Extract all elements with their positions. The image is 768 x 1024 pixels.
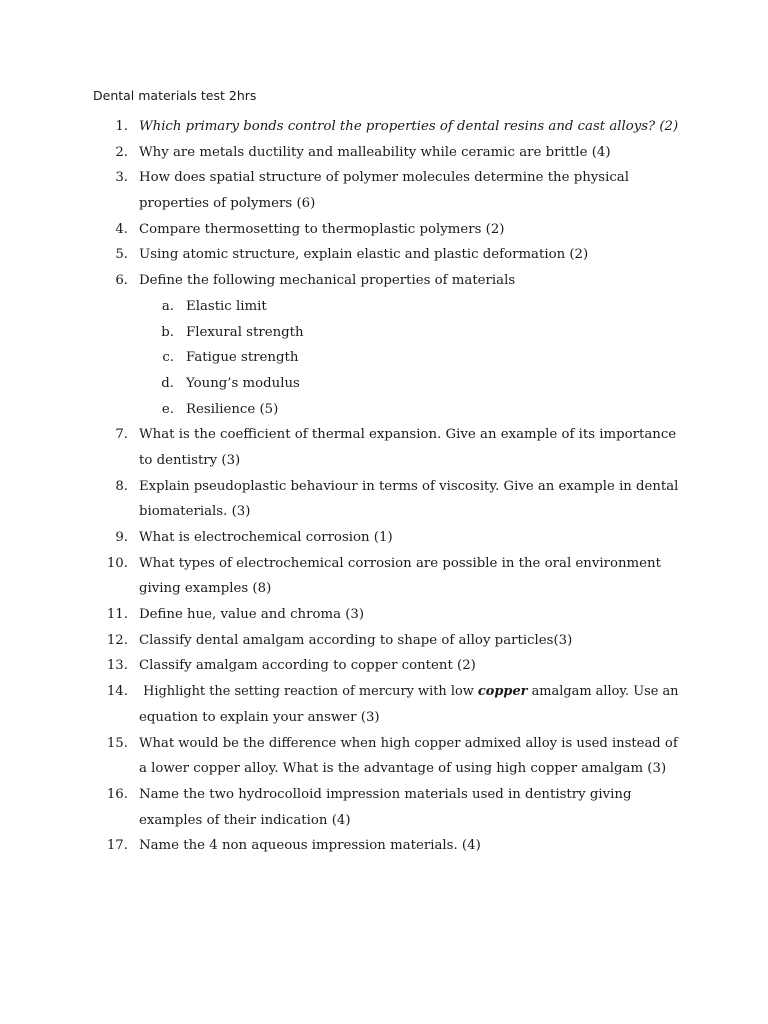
question-text-start: Highlight the setting reaction of mercury with low xyxy=(139,684,478,700)
question-11 xyxy=(0,602,768,628)
question-text: Classify amalgam according to copper content (2) xyxy=(139,658,476,674)
question-number: 6. xyxy=(115,273,128,289)
question-number: 11. xyxy=(106,607,128,623)
question-text: Why are metals ductility and malleability while ceramic are brittle (4) xyxy=(139,144,611,160)
question-number: 2. xyxy=(115,144,128,160)
question-number: 7. xyxy=(115,427,128,443)
question-number: 9. xyxy=(115,530,128,545)
sub-item-letter: e. xyxy=(161,401,174,417)
sub-item-letter: d. xyxy=(161,375,174,391)
question-number: 10. xyxy=(106,555,128,571)
question-text: What is electrochemical corrosion (1) xyxy=(139,530,393,545)
question-7 xyxy=(0,422,768,448)
sub-item-c xyxy=(0,345,768,371)
question-text: Define hue, value and chroma (3) xyxy=(139,607,365,623)
question-9 xyxy=(0,525,768,551)
question-text-continued: to dentistry (3) xyxy=(139,452,241,468)
question-15 xyxy=(0,731,768,757)
sub-item-letter: c. xyxy=(162,350,174,366)
question-number: 3. xyxy=(115,170,128,186)
question-text: Name the two hydrocolloid impression materials used in dentistry giving xyxy=(139,786,632,802)
question-number: 15. xyxy=(106,735,128,751)
question-10-continuation xyxy=(0,576,768,602)
question-number: 1. xyxy=(115,119,128,134)
question-text: Explain pseudoplastic behaviour in terms of viscosity. Give an example in dental xyxy=(139,478,679,494)
question-text: What would be the difference when high copper admixed alloy is used instead of xyxy=(139,735,678,751)
question-text: What types of electrochemical corrosion are possible in the oral environment xyxy=(139,555,661,571)
sub-item-d xyxy=(0,371,768,397)
question-1 xyxy=(0,114,768,140)
sub-item-letter: b. xyxy=(161,324,174,340)
question-text: Using atomic structure, explain elastic and plastic deformation (2) xyxy=(139,247,589,263)
sub-item-text: Elastic limit xyxy=(186,298,267,314)
question-12 xyxy=(0,628,768,654)
question-number: 13. xyxy=(106,658,128,674)
question-4 xyxy=(0,217,768,243)
question-text xyxy=(139,679,678,705)
sub-item-text: Fatigue strength xyxy=(186,350,299,366)
question-14-continuation xyxy=(0,705,768,731)
question-13 xyxy=(0,653,768,679)
question-number: 5. xyxy=(115,247,128,263)
question-text: Define the following mechanical properties of materials xyxy=(139,273,516,289)
question-text-continued: biomaterials. (3) xyxy=(139,504,251,520)
question-text-continued: giving examples (8) xyxy=(139,581,272,597)
sub-item-e xyxy=(0,397,768,423)
question-text-end: amalgam alloy. Use an xyxy=(527,684,679,700)
emphasized-word: copper xyxy=(477,684,528,700)
question-number: 4. xyxy=(115,221,128,237)
question-number: 8. xyxy=(115,478,128,494)
sub-item-text: Flexural strength xyxy=(186,324,304,340)
question-6 xyxy=(0,268,768,294)
question-3-continuation xyxy=(0,191,768,217)
question-7-continuation xyxy=(0,448,768,474)
question-text-continued: examples of their indication (4) xyxy=(139,812,351,828)
question-15-continuation xyxy=(0,756,768,782)
question-17 xyxy=(0,833,768,859)
question-text: What is the coefficient of thermal expansion. Give an example of its importance xyxy=(139,427,677,443)
question-3 xyxy=(0,165,768,191)
question-list xyxy=(0,114,768,859)
question-8 xyxy=(0,474,768,500)
sub-item-text: Young’s modulus xyxy=(186,375,300,391)
question-number: 14. xyxy=(106,684,128,700)
question-text: Name the 4 non aqueous impression materials. (4) xyxy=(139,838,481,854)
question-text-continued: equation to explain your answer (3) xyxy=(139,709,380,725)
question-number: 17. xyxy=(106,838,128,854)
question-text-continued: a lower copper alloy. What is the advantage of using high copper amalgam (3) xyxy=(139,761,667,777)
question-text-continued: properties of polymers (6) xyxy=(139,196,316,212)
question-text: How does spatial structure of polymer molecules determine the physical xyxy=(139,170,629,186)
question-text: Classify dental amalgam according to shape of alloy particles(3) xyxy=(139,632,573,648)
question-10 xyxy=(0,551,768,577)
sub-item-text: Resilience (5) xyxy=(186,401,279,417)
question-text: Which primary bonds control the properties of dental resins and cast alloys? (2) xyxy=(139,119,679,134)
document-title: Dental materials test 2hrs xyxy=(93,88,257,103)
question-16 xyxy=(0,782,768,808)
question-number: 12. xyxy=(106,632,128,648)
sub-item-b xyxy=(0,320,768,346)
question-5 xyxy=(0,242,768,268)
question-2 xyxy=(0,140,768,166)
question-8-continuation xyxy=(0,499,768,525)
sub-item-a xyxy=(0,294,768,320)
sub-item-letter: a. xyxy=(161,298,174,314)
question-16-continuation xyxy=(0,808,768,834)
question-text: Compare thermosetting to thermoplastic polymers (2) xyxy=(139,221,505,237)
question-14 xyxy=(0,679,768,705)
question-number: 16. xyxy=(106,786,128,802)
